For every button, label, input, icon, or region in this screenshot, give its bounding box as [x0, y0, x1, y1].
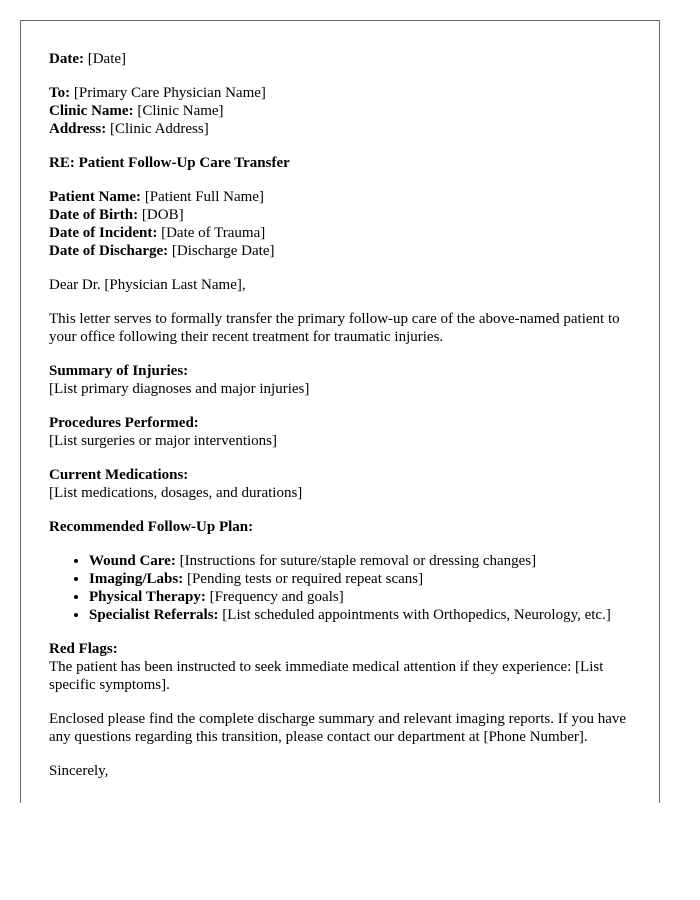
plan-item-text: [Pending tests or required repeat scans]: [186, 571, 424, 587]
date-value: [Date]: [87, 51, 127, 67]
address-label: Address:: [49, 121, 107, 137]
address-line: [49, 120, 639, 138]
discharge-line: [49, 242, 639, 260]
injuries-text: [List primary diagnoses and major injuries]: [49, 381, 310, 397]
re-line: [49, 154, 639, 172]
discharge-label: Date of Discharge:: [49, 243, 169, 259]
patient-name-label: Patient Name:: [49, 189, 142, 205]
plan-item-specialist-referrals: [89, 606, 639, 624]
medications-text: [List medications, dosages, and durations]: [49, 485, 303, 501]
date-line: [49, 50, 639, 68]
patient-name-value: [Patient Full Name]: [144, 189, 264, 205]
clinic-line: [49, 102, 639, 120]
re-text: RE: Patient Follow-Up Care Transfer: [49, 155, 290, 171]
clinic-label: Clinic Name:: [49, 103, 134, 119]
patient-block: [49, 188, 639, 260]
salutation: Dear Dr. [Physician Last Name],: [49, 277, 246, 293]
plan-item-wound-care: [89, 552, 639, 570]
to-line: [49, 84, 639, 102]
procedures-section: [49, 414, 639, 450]
plan-item-physical-therapy: [89, 588, 639, 606]
clinic-value: [Clinic Name]: [137, 103, 224, 119]
date-label: Date:: [49, 51, 84, 67]
injuries-heading: Summary of Injuries:: [49, 363, 189, 379]
dob-value: [DOB]: [141, 207, 184, 223]
plan-heading-line: [49, 518, 639, 536]
incident-label: Date of Incident:: [49, 225, 158, 241]
dob-line: [49, 206, 639, 224]
plan-item-imaging-labs: [89, 570, 639, 588]
letter-page: [20, 20, 660, 803]
medications-section: [49, 466, 639, 502]
procedures-heading: Procedures Performed:: [49, 415, 199, 431]
discharge-value: [Discharge Date]: [171, 243, 275, 259]
to-label: To:: [49, 85, 71, 101]
address-value: [Clinic Address]: [109, 121, 209, 137]
plan-item-text: [List scheduled appointments with Orthopedics, Neurology, etc.]: [222, 607, 611, 623]
plan-item-text: [Frequency and goals]: [209, 589, 344, 605]
to-value: [Primary Care Physician Name]: [73, 85, 266, 101]
intro-paragraph: This letter serves to formally transfer the primary follow-up care of the above-named patient to your office following their recent treatment for traumatic injuries.: [49, 311, 620, 345]
incident-line: [49, 224, 639, 242]
medications-heading: Current Medications:: [49, 467, 189, 483]
red-flags-text: The patient has been instructed to seek immediate medical attention if they experience: [List specific symptoms].: [49, 659, 604, 693]
dob-label: Date of Birth:: [49, 207, 139, 223]
plan-item-label: Wound Care:: [89, 553, 176, 569]
letter-content: [49, 50, 639, 796]
plan-heading: Recommended Follow-Up Plan:: [49, 519, 254, 535]
red-flags-section: [49, 640, 639, 694]
red-flags-heading: Red Flags:: [49, 641, 118, 657]
procedures-text: [List surgeries or major interventions]: [49, 433, 278, 449]
incident-value: [Date of Trauma]: [161, 225, 266, 241]
signoff: Sincerely,: [49, 763, 109, 779]
injuries-section: [49, 362, 639, 398]
recipient-block: [49, 84, 639, 138]
plan-list: [49, 552, 639, 624]
plan-item-text: [Instructions for suture/staple removal or dressing changes]: [179, 553, 537, 569]
closing-paragraph: Enclosed please find the complete discharge summary and relevant imaging reports. If you have any questions regarding this transition, please contact our department at [Phone Number].: [49, 711, 627, 745]
plan-item-label: Specialist Referrals:: [89, 607, 219, 623]
plan-item-label: Imaging/Labs:: [89, 571, 184, 587]
plan-item-label: Physical Therapy:: [89, 589, 206, 605]
patient-name-line: [49, 188, 639, 206]
